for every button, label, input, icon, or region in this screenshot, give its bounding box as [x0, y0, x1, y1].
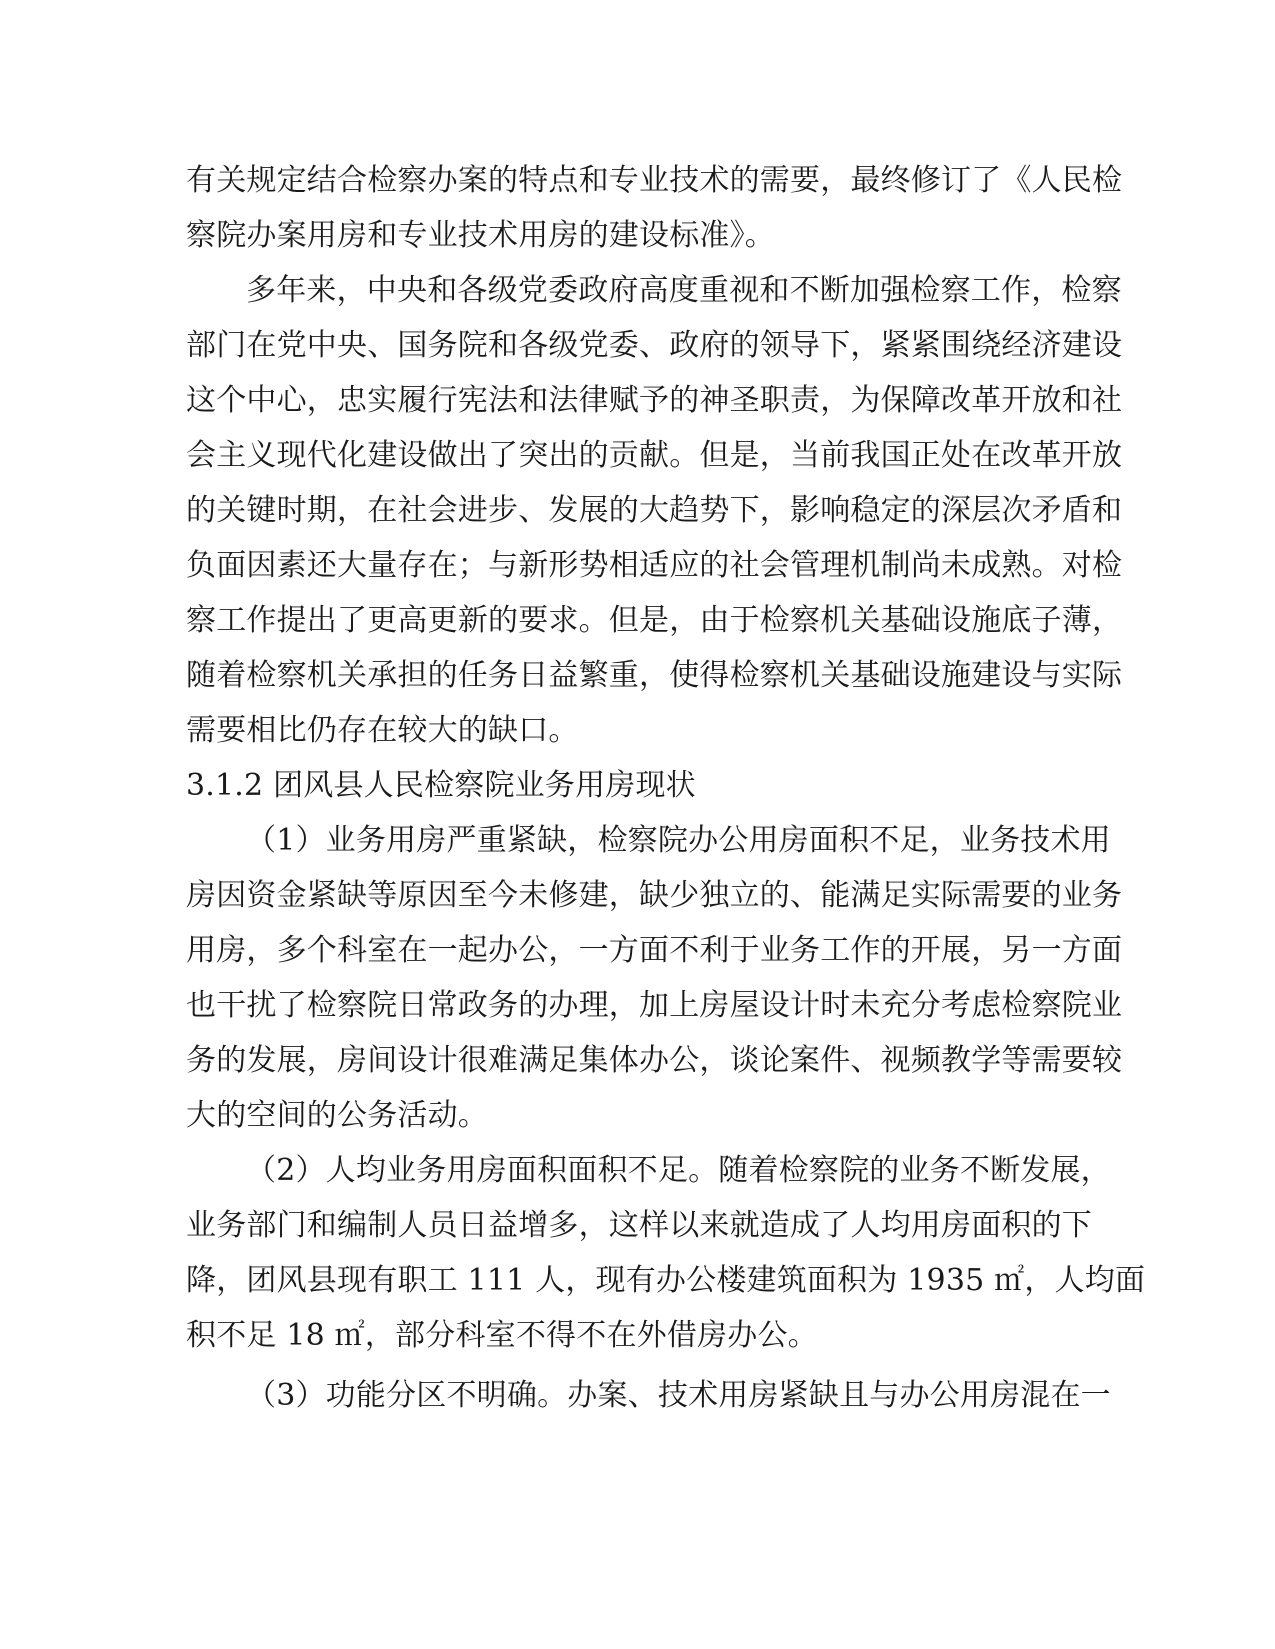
- text-line: 会主义现代化建设做出了突出的贡献。但是，当前我国正处在改革开放: [186, 438, 1123, 473]
- text-line: 部门在党中央、国务院和各级党委、政府的领导下，紧紧围绕经济建设: [186, 328, 1123, 363]
- paragraph-first-line: （3）功能分区不明确。办案、技术用房紧缺且与办公用房混在一: [246, 1378, 1111, 1413]
- text-line: 有关规定结合检察办案的特点和专业技术的需要，最终修订了《人民检: [186, 163, 1123, 198]
- text-line: 察工作提出了更高更新的要求。但是，由于检察机关基础设施底子薄，: [186, 603, 1123, 638]
- paragraph-first-line: （2）人均业务用房面积面积不足。随着检察院的业务不断发展，: [246, 1153, 1111, 1188]
- paragraph-first-line: 多年来，中央和各级党委政府高度重视和不断加强检察工作，检察: [246, 273, 1122, 308]
- text-line: 业务部门和编制人员日益增多，这样以来就造成了人均用房面积的下: [186, 1208, 1092, 1243]
- text-line: 大的空间的公务活动。: [186, 1098, 488, 1133]
- text-line: 随着检察机关承担的任务日益繁重，使得检察机关基础设施建设与实际: [186, 658, 1123, 693]
- text-line: 务的发展，房间设计很难满足集体办公，谈论案件、视频教学等需要较: [186, 1043, 1123, 1078]
- text-line: 房因资金紧缺等原因至今未修建，缺少独立的、能满足实际需要的业务: [186, 878, 1123, 913]
- text-line: 需要相比仍存在较大的缺口。: [186, 713, 579, 748]
- text-line: 降，团风县现有职工 111 人，现有办公楼建筑面积为 1935 ㎡，人均面: [186, 1263, 1146, 1298]
- text-line: 这个中心，忠实履行宪法和法律赋予的神圣职责，为保障改革开放和社: [186, 383, 1123, 418]
- text-line: 也干扰了检察院日常政务的办理，加上房屋设计时未充分考虑检察院业: [186, 988, 1123, 1023]
- paragraph-first-line: （1）业务用房严重紧缺，检察院办公用房面积不足，业务技术用: [246, 823, 1111, 858]
- text-line: 的关键时期，在社会进步、发展的大趋势下，影响稳定的深层次矛盾和: [186, 493, 1123, 528]
- text-line: 察院办案用房和专业技术用房的建设标准》。: [186, 218, 775, 253]
- text-line: 负面因素还大量存在；与新形势相适应的社会管理机制尚未成熟。对检: [186, 548, 1123, 583]
- text-line: 积不足 18 ㎡，部分科室不得不在外借房办公。: [186, 1318, 818, 1353]
- section-heading: 3.1.2 团风县人民检察院业务用房现状: [186, 768, 696, 803]
- text-line: 用房，多个科室在一起办公，一方面不利于业务工作的开展，另一方面: [186, 933, 1123, 968]
